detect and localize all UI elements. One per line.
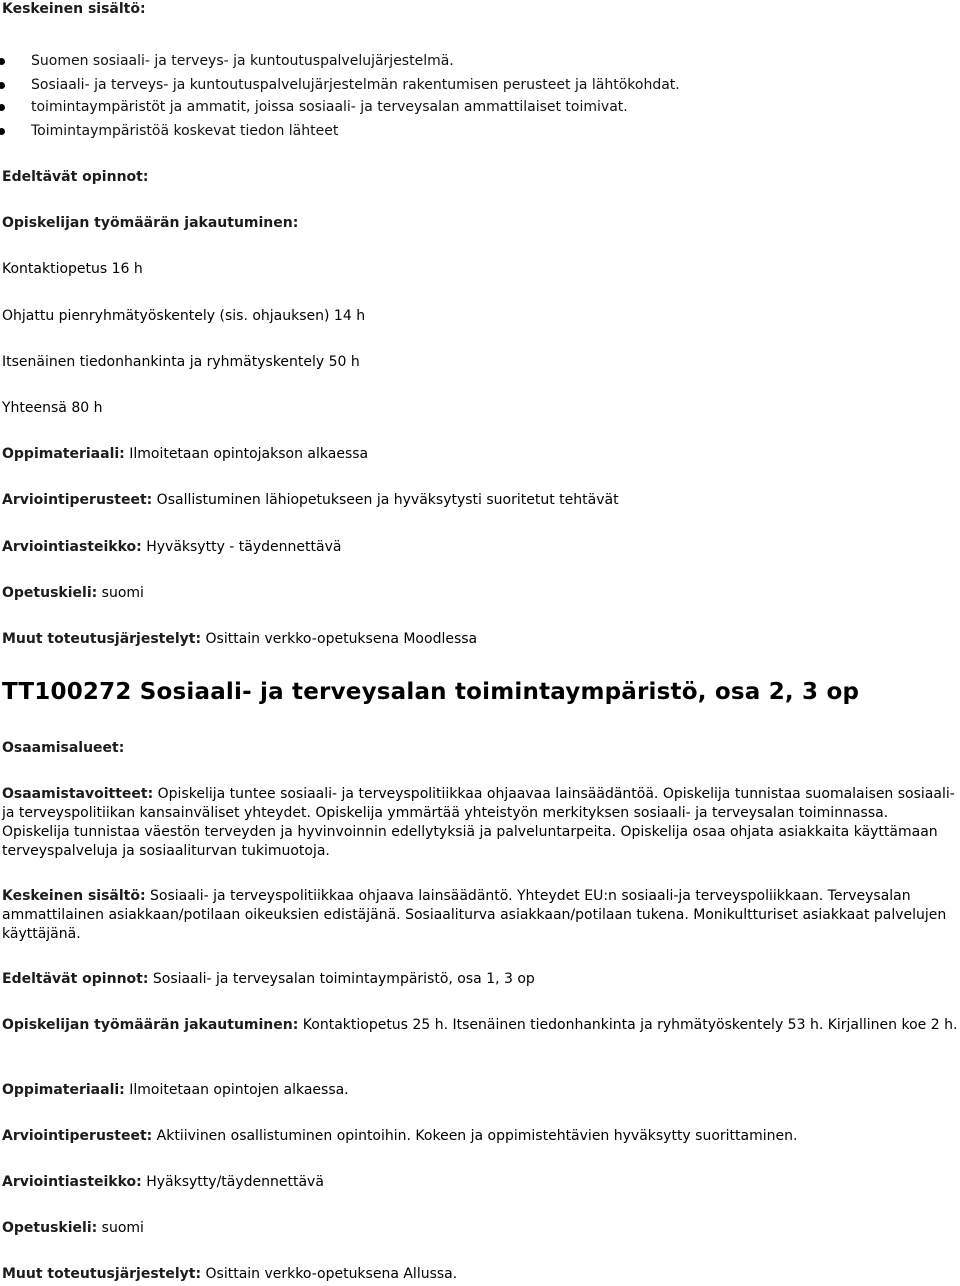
- bullet-dot-icon: [0, 128, 5, 135]
- edeltavat-opinnot-row: [2, 970, 958, 989]
- oppimateriaali-row-2: [2, 1081, 958, 1100]
- tyomaara-line-itsenainen: Itsenäinen tiedonhankinta ja ryhmätyskentely 50 h: [2, 354, 360, 370]
- arviointiasteikko-label: Arviointiasteikko:: [2, 539, 142, 555]
- arviointiperusteet-label: Arviointiperusteet:: [2, 1128, 153, 1144]
- edeltavat-opinnot-heading: Edeltävät opinnot:: [2, 169, 149, 185]
- arviointiperusteet-value: Aktiivinen osallistuminen opintoihin. Kokeen ja oppimistehtävien hyväksytty suorittaminen.: [152, 1128, 798, 1144]
- muut-toteutusjarjestelyt-row-2: [2, 1265, 958, 1284]
- arviointiperusteet-label: Arviointiperusteet:: [2, 492, 153, 508]
- osaamisalueet-heading: Osaamisalueet:: [2, 740, 125, 756]
- bullet-dot-icon: [0, 104, 5, 111]
- oppimateriaali-label: Oppimateriaali:: [2, 446, 125, 462]
- arviointiperusteet-value: Osallistuminen lähiopetukseen ja hyväksytysti suoritetut tehtävät: [152, 492, 619, 508]
- arviointiasteikko-label: Arviointiasteikko:: [2, 1174, 142, 1190]
- keskeinen-sisalto-label: Keskeinen sisältö:: [2, 888, 146, 904]
- osaamistavoitteet-label: Osaamistavoitteet:: [2, 786, 154, 802]
- oppimateriaali-row: [2, 445, 958, 464]
- arviointiasteikko-value: Hyäksytty/täydennettävä: [141, 1174, 324, 1190]
- opetuskieli-label: Opetuskieli:: [2, 585, 98, 601]
- arviointiperusteet-row: [2, 491, 958, 510]
- muut-toteutusjarjestelyt-label: Muut toteutusjärjestelyt:: [2, 631, 202, 647]
- tyomaara-line-kontaktiopetus: Kontaktiopetus 16 h: [2, 261, 143, 277]
- muut-toteutusjarjestelyt-value: Osittain verkko-opetuksena Allussa.: [201, 1266, 458, 1282]
- course-title: TT100272 Sosiaali- ja terveysalan toimintaympäristö, osa 2, 3 op: [2, 679, 860, 705]
- osaamistavoitteet-paragraph: [2, 785, 958, 861]
- bullet-dot-icon: [0, 58, 5, 65]
- bullet-text: Suomen sosiaali- ja terveys- ja kuntoutuspalvelujärjestelmä.: [31, 53, 454, 69]
- muut-toteutusjarjestelyt-value: Osittain verkko-opetuksena Moodlessa: [201, 631, 478, 647]
- muut-toteutusjarjestelyt-label: Muut toteutusjärjestelyt:: [2, 1266, 202, 1282]
- keskeinen-sisalto-heading: Keskeinen sisältö:: [2, 1, 146, 17]
- tyomaara-paragraph: [2, 1016, 958, 1035]
- opetuskieli-row: [2, 584, 958, 603]
- tyomaara-line-ohjattu: Ohjattu pienryhmätyöskentely (sis. ohjauksen) 14 h: [2, 308, 366, 324]
- arviointiasteikko-row: [2, 538, 958, 557]
- opetuskieli-value: suomi: [97, 1220, 144, 1236]
- bullet-text: Toimintaympäristöä koskevat tiedon lähteet: [31, 123, 339, 139]
- content-bullet-3: [31, 98, 931, 117]
- tyomaara-value: Kontaktiopetus 25 h. Itsenäinen tiedonhankinta ja ryhmätyöskentely 53 h. Kirjallinen koe 2 h.: [298, 1017, 958, 1033]
- osaamistavoitteet-value: Opiskelija tuntee sosiaali- ja terveyspolitiikkaa ohjaavaa lainsäädäntöä. Opiskelija tunnistaa suomalaisen sosiaali- ja terveyspolitiikan kansainväliset yhteydet. Opiskelija ymmärtää yhteistyön merkityksen sosiaali- ja terveysalan toiminnassa. Opiskelija tunnistaa väestön terveyden ja hyvinvoinnin edellytyksiä ja palveluntarpeita. Opiskelija osaa ohjata asiakkaita käyttämaan terveyspalveluja ja sosiaaliturvan tukimuotoja.: [2, 786, 955, 859]
- content-bullet-1: [31, 52, 931, 71]
- arviointiasteikko-row-2: [2, 1173, 958, 1192]
- oppimateriaali-value: Ilmoitetaan opintojakson alkaessa: [124, 446, 369, 462]
- bullet-text: toimintaympäristöt ja ammatit, joissa sosiaali- ja terveysalan ammattilaiset toimivat.: [31, 99, 628, 115]
- bullet-text: Sosiaali- ja terveys- ja kuntoutuspalvelujärjestelmän rakentumisen perusteet ja lähtökohdat.: [31, 77, 680, 93]
- tyomaara-line-yhteensa: Yhteensä 80 h: [2, 400, 103, 416]
- tyomaara-label: Opiskelijan työmäärän jakautuminen:: [2, 1017, 299, 1033]
- edeltavat-opinnot-label: Edeltävät opinnot:: [2, 971, 149, 987]
- opetuskieli-row-2: [2, 1219, 958, 1238]
- opetuskieli-value: suomi: [97, 585, 144, 601]
- bullet-dot-icon: [0, 82, 5, 89]
- tyomaara-heading: Opiskelijan työmäärän jakautuminen:: [2, 215, 299, 231]
- edeltavat-opinnot-value: Sosiaali- ja terveysalan toimintaympäristö, osa 1, 3 op: [148, 971, 535, 987]
- opetuskieli-label: Opetuskieli:: [2, 1220, 98, 1236]
- oppimateriaali-value: Ilmoitetaan opintojen alkaessa.: [124, 1082, 349, 1098]
- muut-toteutusjarjestelyt-row: [2, 630, 958, 649]
- content-bullet-2: [31, 76, 931, 95]
- content-bullet-4: [31, 122, 931, 141]
- oppimateriaali-label: Oppimateriaali:: [2, 1082, 125, 1098]
- arviointiperusteet-row-2: [2, 1127, 958, 1146]
- arviointiasteikko-value: Hyväksytty - täydennettävä: [141, 539, 342, 555]
- keskeinen-sisalto-value: Sosiaali- ja terveyspolitiikkaa ohjaava lainsäädäntö. Yhteydet EU:n sosiaali-ja terveyspoliikkaan. Terveysalan ammattilainen asiakkaan/potilaan oikeuksien edistäjänä. Sosiaaliturva asiakkaan/potilaan tukena. Monikultturiset asiakkaat palvelujen käyttäjänä.: [2, 888, 947, 942]
- keskeinen-sisalto-paragraph: [2, 887, 958, 944]
